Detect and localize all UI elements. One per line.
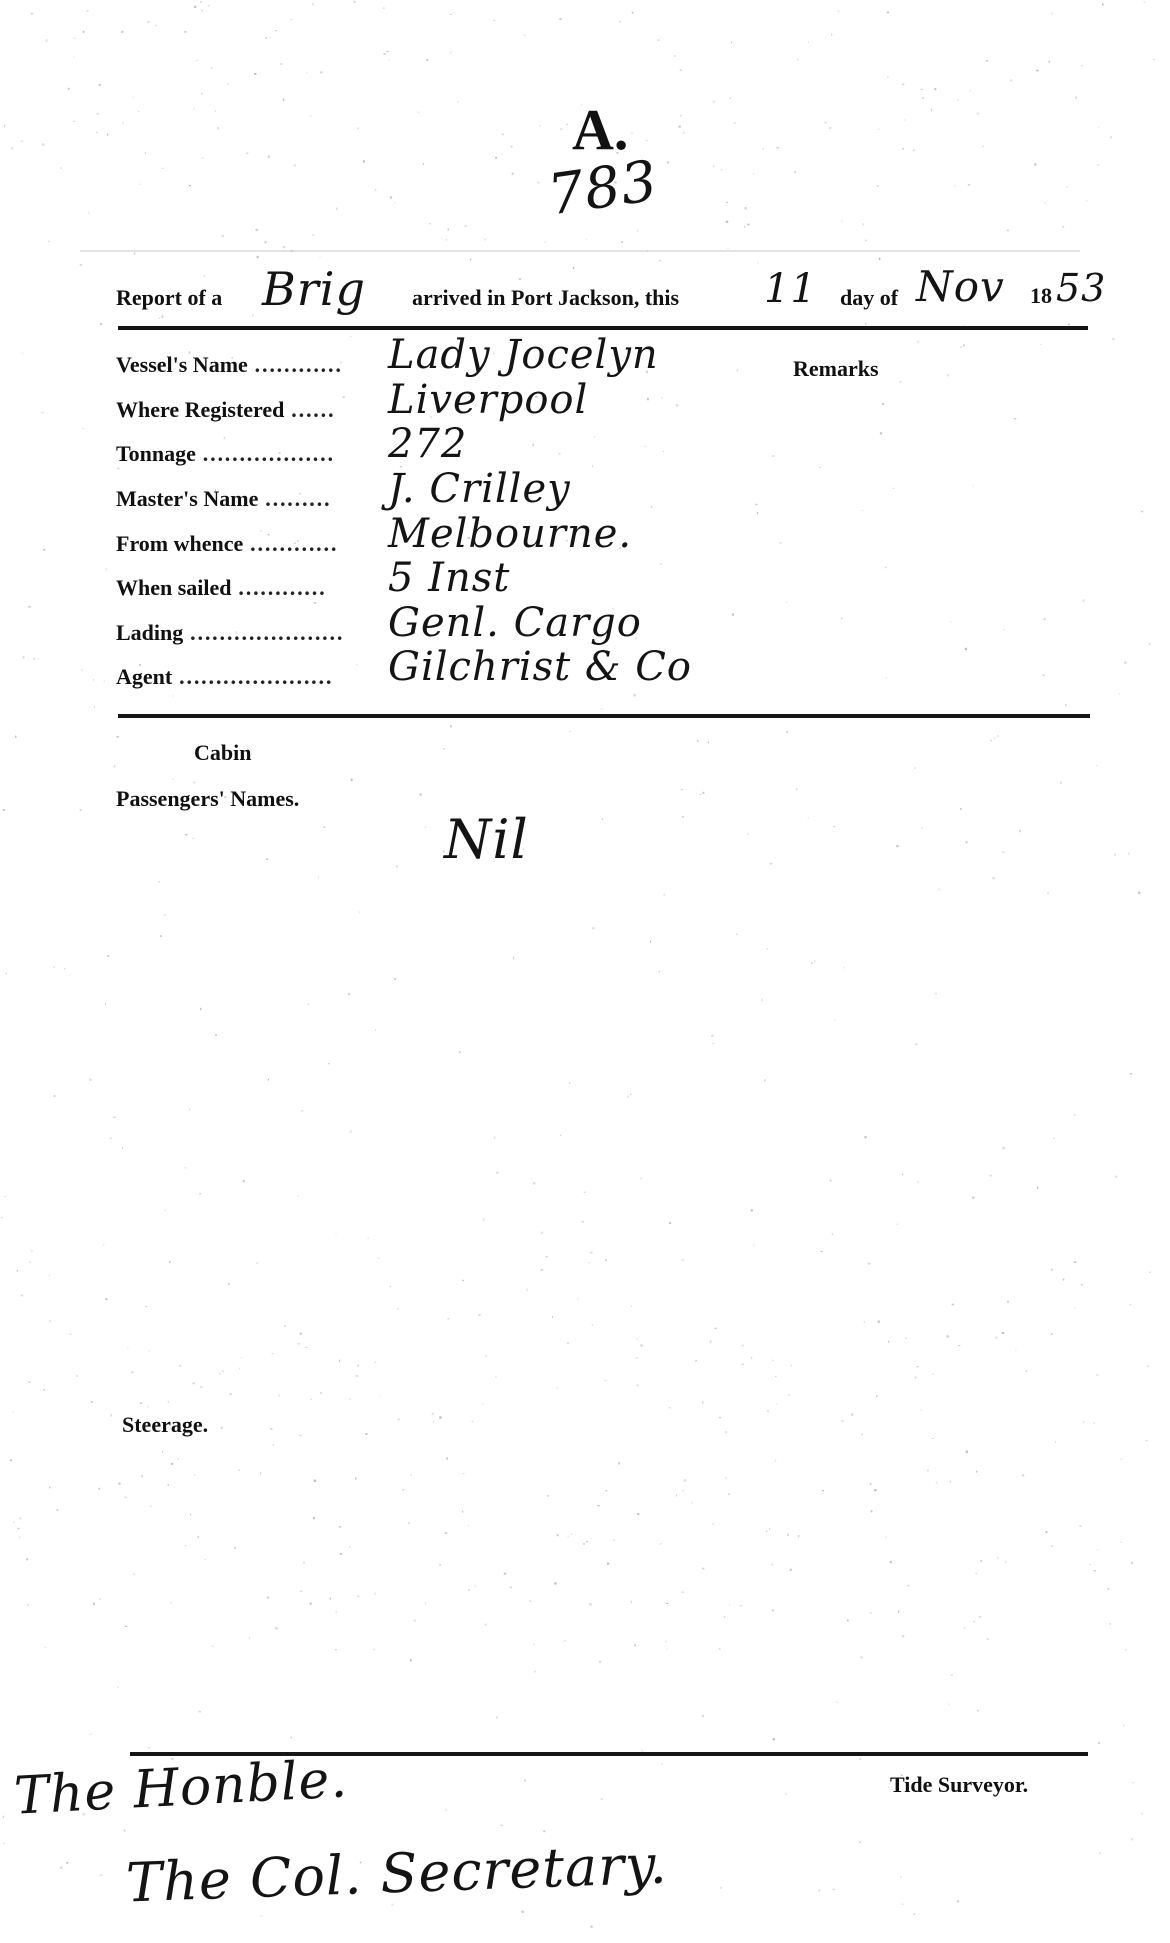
field-value: 5 Inst [388,555,511,601]
field-value: Lady Jocelyn [388,332,659,378]
leader-dots: ………… [253,352,342,377]
field-label: Vessel's Name [116,352,248,377]
vessel-type-value: Brig [262,262,366,316]
day-of-label: day of [840,285,899,310]
cabin-label: Cabin [194,740,252,765]
field-value: Gilchrist & Co [388,644,692,690]
field-value: Genl. Cargo [388,600,642,646]
field-value: Liverpool [388,377,589,423]
leader-dots: ………… [249,531,338,556]
form-letter: A. [572,97,629,162]
year-suffix-value: 53 [1056,266,1107,310]
leader-dots: ………………… [178,664,333,689]
details-rule [118,714,1090,718]
tide-surveyor-label: Tide Surveyor. [890,1772,1029,1797]
field-label: Lading [116,620,184,645]
field-label: Tonnage [116,441,196,466]
field-value: J. Crilley [388,466,571,512]
field-label: From whence [116,531,244,556]
passengers-value: Nil [444,808,529,871]
addressee-line-2: The Col. Secretary. [125,1832,669,1915]
field-label: Where Registered [116,397,285,422]
report-of-a-label: Report of a [116,285,223,310]
leader-dots: ………………… [189,620,344,645]
leader-dots: ………… [237,575,326,600]
field-label: When sailed [116,575,232,600]
passengers-names-label: Passengers' Names. [116,786,300,811]
field-label: Agent [116,664,173,689]
arrival-day-value: 11 [764,266,817,312]
field-value: 272 [388,421,468,467]
arrival-month-value: Nov [916,262,1005,311]
leader-dots: …… [290,397,335,422]
header-rule [118,326,1088,330]
leader-dots: ……… [264,486,331,511]
remarks-label: Remarks [793,356,879,381]
addressee-line-1: The Honble. [12,1749,350,1827]
field-label: Master's Name [116,486,259,511]
field-value: Melbourne. [388,511,633,557]
leader-dots: ……………… [201,441,334,466]
year-prefix: 18 [1030,283,1052,308]
arrived-text: arrived in Port Jackson, this [412,285,680,310]
steerage-label: Steerage. [122,1412,209,1437]
reference-number: 783 [544,148,662,229]
